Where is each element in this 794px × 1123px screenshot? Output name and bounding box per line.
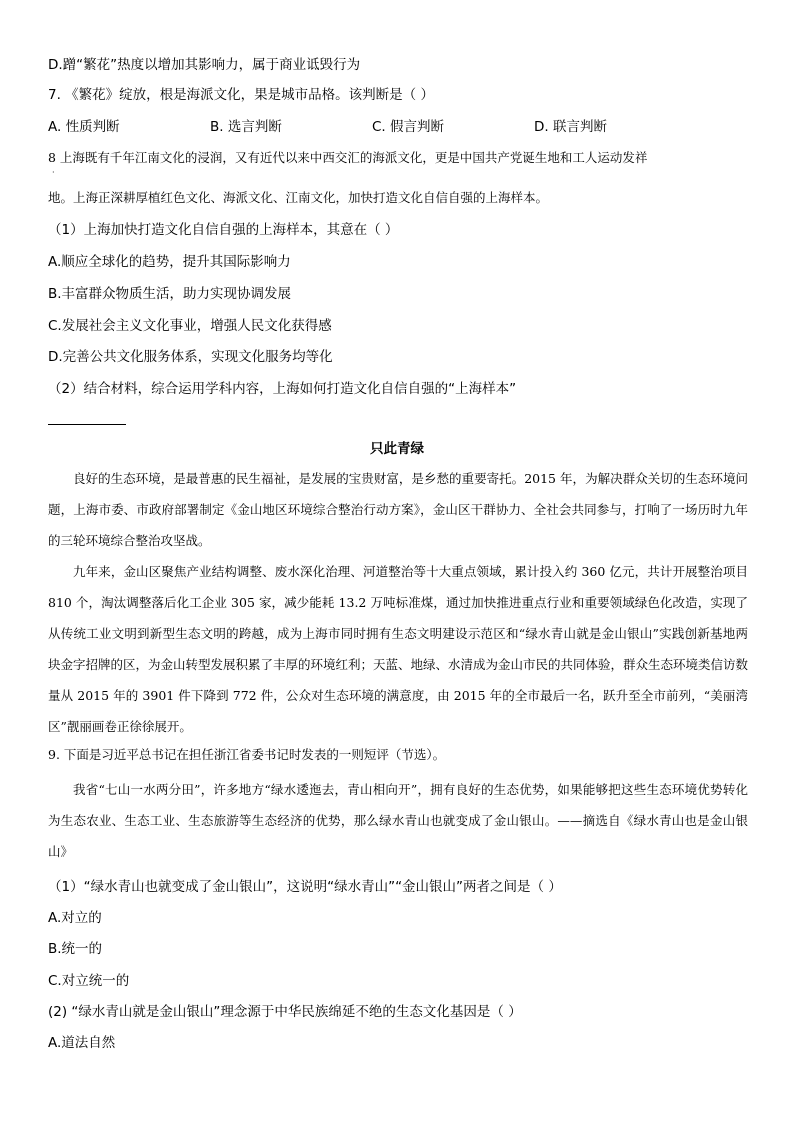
q9-1-option-c: C.对立统一的 [48,973,130,989]
small-mark: · [52,168,55,177]
question-8-line-1: 8 上海既有千年江南文化的浸润，又有近代以来中西交汇的海派文化，更是中国共产党诞生地和工人运动发祥 [48,150,648,165]
article-title: 只此青绿 [370,441,424,457]
question-8-line-2: 地。上海正深耕厚植红色文化、海派文化、江南文化，加快打造文化自信自强的上海样本。 [48,190,549,205]
q9-2-option-a: A.道法自然 [48,1035,116,1051]
quote-paragraph: 我省“七山一水两分田”，许多地方“绿水逶迤去，青山相向开”，拥有良好的生态优势，如果能够把这些生态环境优势转化为生态农业、生态工业、生态旅游等生态经济的优势，那么绿水青山也就变成了金山银山。——摘选自《绿水青山也是金山银山》 [48,782,748,859]
divider-line [48,424,126,425]
q8-1-option-a: A.顺应全球化的趋势，提升其国际影响力 [48,254,291,270]
q7-option-b: B. 选言判断 [210,119,282,135]
q7-option-a: A. 性质判断 [48,119,120,135]
article-paragraph-2: 九年来，金山区聚焦产业结构调整、废水深化治理、河道整治等十大重点领域，累计投入约 360 亿元，共计开展整治项目 810 个，淘汰调整落后化工企业 305 家，减少能耗 13.2 万吨标准煤，通过加快推进重点行业和重要领域绿色化改造，实现了从传统工业文明到新型生态文明的跨越，成为上海市同时拥有生态文明建设示范区和“绿水青山就是金山银山”实践创新基地两块金字招牌的区，为金山转型发展积累了丰厚的环境红利；天蓝、地绿、水清成为金山市民的共同体验，群众生态环境类信访数量从 2015 年的 3901 件下降到 772 件，公众对生态环境的满意度，由 2015 年的全市最后一名，跃升至全市前列，“美丽湾区”靓丽画卷正徐徐展开。 [48,564,749,734]
question-8-1: （1）上海加快打造文化自信自强的上海样本，其意在（ ） [48,222,399,238]
q8-1-option-b: B.丰富群众物质生活，助力实现协调发展 [48,286,292,302]
question-7: 7. 《繁花》绽放，根是海派文化，果是城市品格。该判断是（ ） [48,87,434,103]
option-d-previous: D.蹭“繁花”热度以增加其影响力，属于商业诋毁行为 [48,57,361,73]
question-9-1: （1）“绿水青山也就变成了金山银山”，这说明“绿水青山”“金山银山”两者之间是（ ） [48,879,562,895]
q8-1-option-c: C.发展社会主义文化事业，增强人民文化获得感 [48,318,332,334]
question-7-options [48,118,750,136]
question-9: 9. 下面是习近平总书记在担任浙江省委书记时发表的一则短评（节选）。 [48,747,446,762]
q9-1-option-b: B.统一的 [48,941,103,957]
q7-option-c: C. 假言判断 [372,119,445,135]
q8-1-option-d: D.完善公共文化服务体系，实现文化服务均等化 [48,349,333,365]
q7-option-d: D. 联言判断 [534,119,607,135]
question-8-2: （2）结合材料，综合运用学科内容，上海如何打造文化自信自强的“上海样本” [48,381,517,397]
question-9-2: (2) “绿水青山就是金山银山”理念源于中华民族绵延不绝的生态文化基因是（ ） [48,1004,522,1020]
q9-1-option-a: A.对立的 [48,910,102,926]
article-paragraph-1: 良好的生态环境，是最普惠的民生福祉，是发展的宝贵财富，是乡愁的重要寄托。2015 年，为解决群众关切的生态环境问题，上海市委、市政府部署制定《金山地区环境综合整治行动方案》，金山区干群协力、全社会共同参与，打响了一场历时九年的三轮环境综合整治攻坚战。 [48,471,748,548]
